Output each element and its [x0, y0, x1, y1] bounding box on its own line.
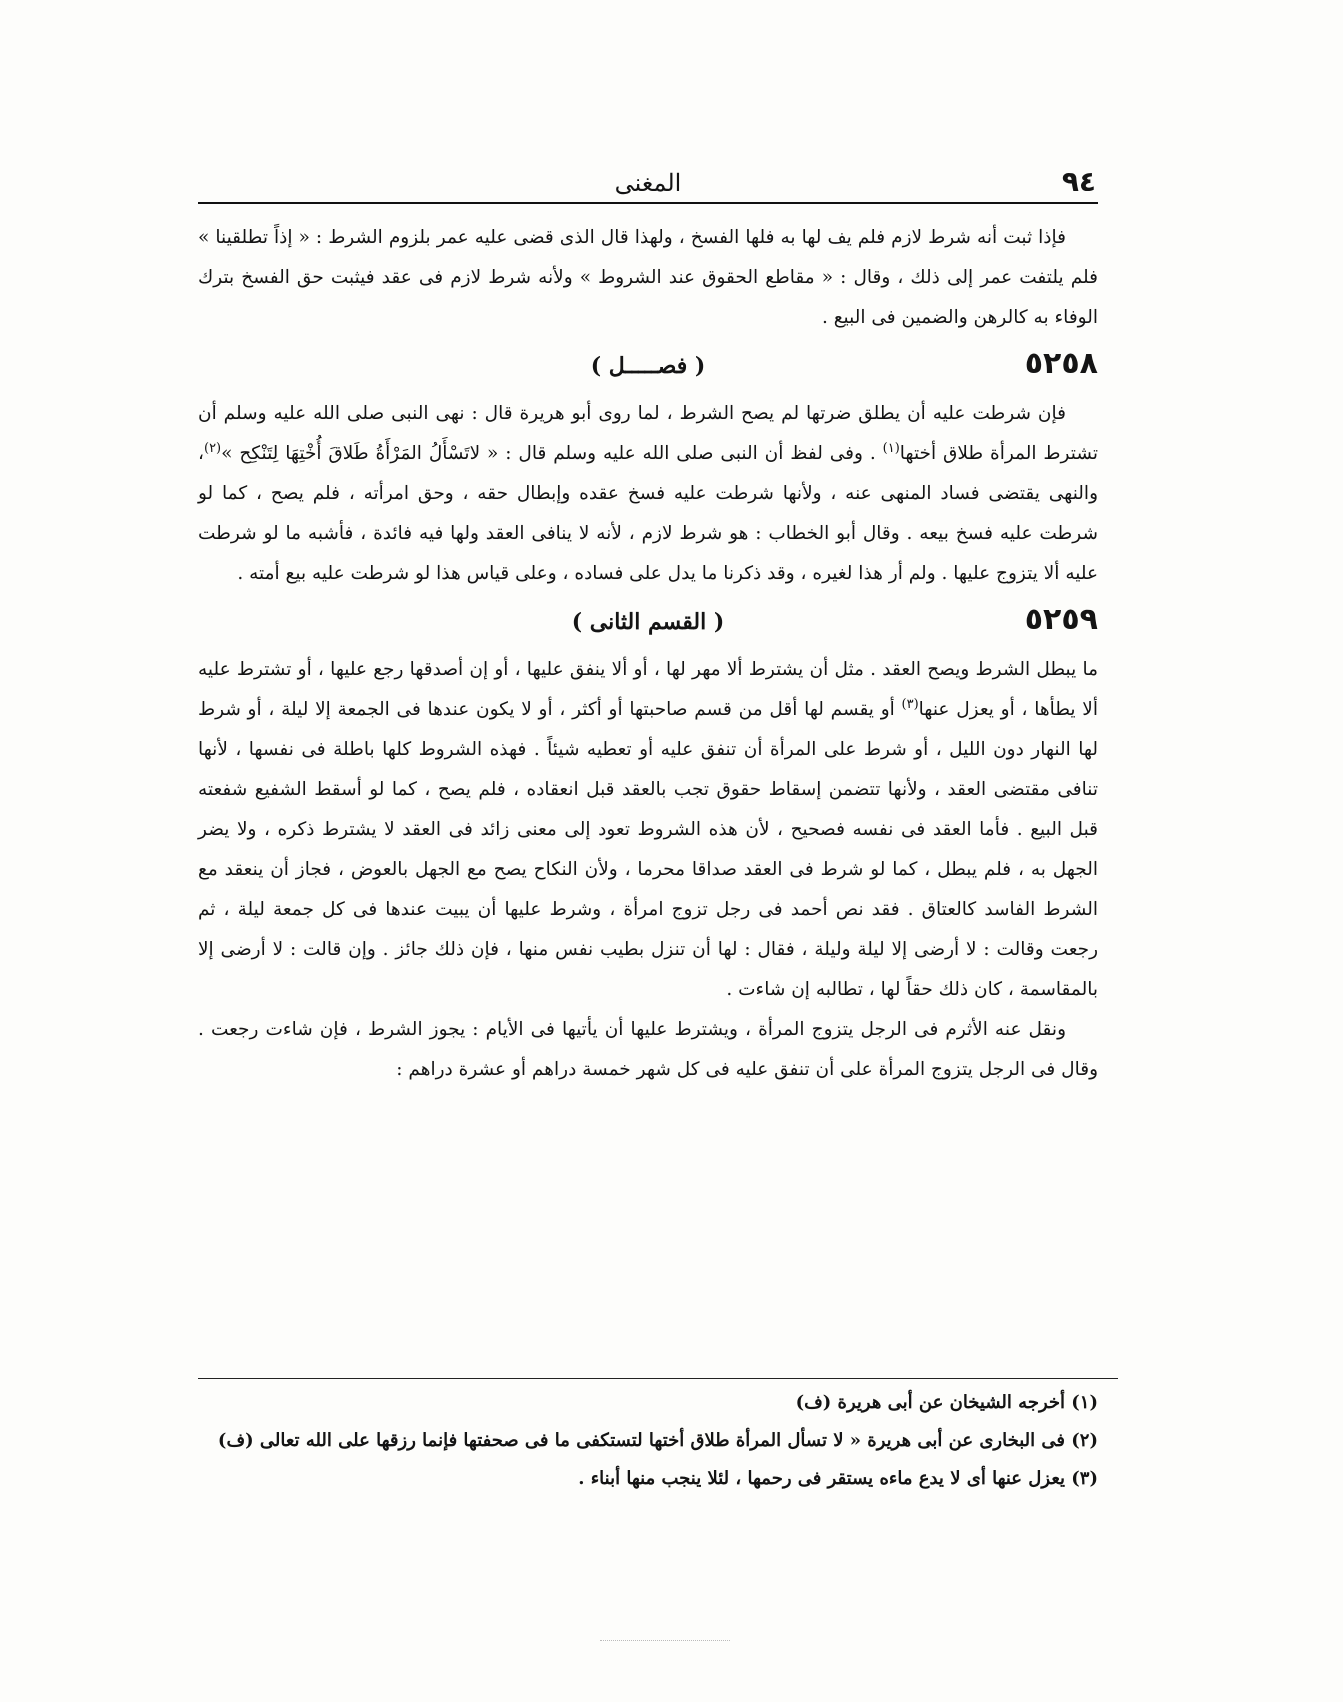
section-number: ٥٢٥٨ — [1024, 346, 1098, 381]
footnote-rule — [198, 1378, 1118, 1379]
scan-specks — [600, 1640, 730, 1645]
section-title: ( القسم الثانى ) — [571, 609, 725, 635]
paragraph-2 — [198, 394, 1098, 594]
paragraph-3-part-2: أو يقسم لها أقل من قسم صاحبتها أو أكثر ، أو لا يكون عندها فى الجمعة إلا ليلة ، أو شرط لها النهار دون الليل ، أو شرط على المرأة أن تنفق عليه أو تعطيه شيئاً . فهذه الشروط كلها باطلة فى نفسها ، لأنها تنافى مقتضى العقد ، ولأنها تتضمن إسقاط حقوق تجب بالعقد قبل انعقاده ، فلم يصح ، كما لو أسقط الشفيع شفعته قبل البيع . فأما العقد فى نفسه فصحيح ، لأن هذه الشروط تعود إلى معنى زائد فى العقد لا يشترط ذكره ، ولا يضر الجهل به ، فلم يبطل ، كما لو شرط فى العقد صداقا محرما ، ولأن النكاح يصح مع الجهل بالعوض ، فجاز أن ينعقد مع الشرط الفاسد كالعتاق . فقد نص أحمد فى رجل تزوج امرأة ، وشرط عليها أن يبيت عندها فى كل جمعة ليلة ، ثم رجعت وقالت : لا أرضى إلا ليلة وليلة ، فقال : لها أن تنزل بطيب نفس منها ، فإن ذلك جائز . وإن قالت : لا أرضى إلا بالمقاسمة ، كان ذلك حقاً لها ، تطالبه إن شاءت . — [198, 699, 1098, 1000]
paragraph-2-part-3: ، والنهى يقتضى فساد المنهى عنه ، ولأنها شرطت عليه فسخ عقده وإبطال حقه ، وحق امرأته ، فلم يصح ، كما لو شرطت عليه فسخ بيعه . وقال أبو الخطاب : هو شرط لازم ، لأنه لا ينافى العقد ولها فيه فائدة ، فأشبه ما لو شرطت عليه ألا يتزوج عليها . ولم أر هذا لغيره ، وقد ذكرنا ما يدل على فساده ، وعلى قياس هذا لو شرطت عليه بيع أمته . — [198, 443, 1098, 584]
section-heading-5259 — [198, 598, 1098, 650]
page-number: ٩٤ — [1061, 165, 1096, 198]
main-text — [198, 218, 1098, 1090]
paragraph-2-part-2: . وفى لفظ أن النبى صلى الله عليه وسلم قال : « لاتَسْأَلُ المَرْأَةُ طَلاقَ أُخْتِهَا لِتَنْكِح » — [221, 443, 876, 464]
header-rule — [198, 202, 1098, 204]
paragraph-4: ونقل عنه الأثرم فى الرجل يتزوج المرأة ، ويشترط عليها أن يأتيها فى الأيام : يجوز الشرط ، فإن شاءت رجعت . وقال فى الرجل يتزوج المرأة على أن تنفق عليه فى كل شهر خمسة دراهم أو عشرة دراهم : — [198, 1019, 1098, 1080]
paragraph-3-part-1: ما يبطل الشرط ويصح العقد . مثل أن يشترط ألا مهر لها ، أو ألا ينفق عليها ، أو إن أصدقها رجع عليها ، أو تشترط عليه ألا يطأها ، أو يعزل عنها — [198, 659, 1098, 720]
footnote-3: (٣) يعزل عنها أى لا يدع ماءه يستقر فى رحمها ، لئلا ينجب منها أبناء . — [578, 1468, 1098, 1489]
footnote-1: (١) أخرجه الشيخان عن أبى هريرة (ف) — [795, 1392, 1098, 1413]
paragraph-1: فإذا ثبت أنه شرط لازم فلم يف لها به فلها الفسخ ، ولهذا قال الذى قضى عليه عمر بلزوم الشرط : « إذاً تطلقينا » فلم يلتفت عمر إلى ذلك ، وقال : « مقاطع الحقوق عند الشروط » ولأنه شرط لازم فى عقد فيثبت حق الفسخ بترك الوفاء به كالرهن والضمين فى البيع . — [198, 227, 1098, 328]
footnotes — [198, 1384, 1098, 1498]
footnote-ref-2: (٢) — [203, 440, 222, 456]
running-title: المغنى — [614, 169, 682, 197]
page-header — [198, 165, 1098, 205]
paragraph-2-part-1: فإن شرطت عليه أن يطلق ضرتها لم يصح الشرط ، لما روى أبو هريرة قال : نهى النبى صلى الله عليه وسلم أن تشترط المرأة طلاق أختها — [198, 403, 1098, 464]
footnote-ref-1: (١) — [882, 440, 900, 456]
footnote-2: (٢) فى البخارى عن أبى هريرة « لا تسأل المرأة طلاق أختها لتستكفى ما فى صحفتها فإنما رزقها على الله تعالى (ف) — [217, 1430, 1098, 1451]
paragraph-3 — [198, 650, 1098, 1010]
section-heading-5258 — [198, 342, 1098, 394]
section-title: ( فصـــــل ) — [590, 353, 706, 379]
section-number: ٥٢٥٩ — [1024, 602, 1098, 637]
footnote-ref-3: (٣) — [901, 696, 919, 712]
